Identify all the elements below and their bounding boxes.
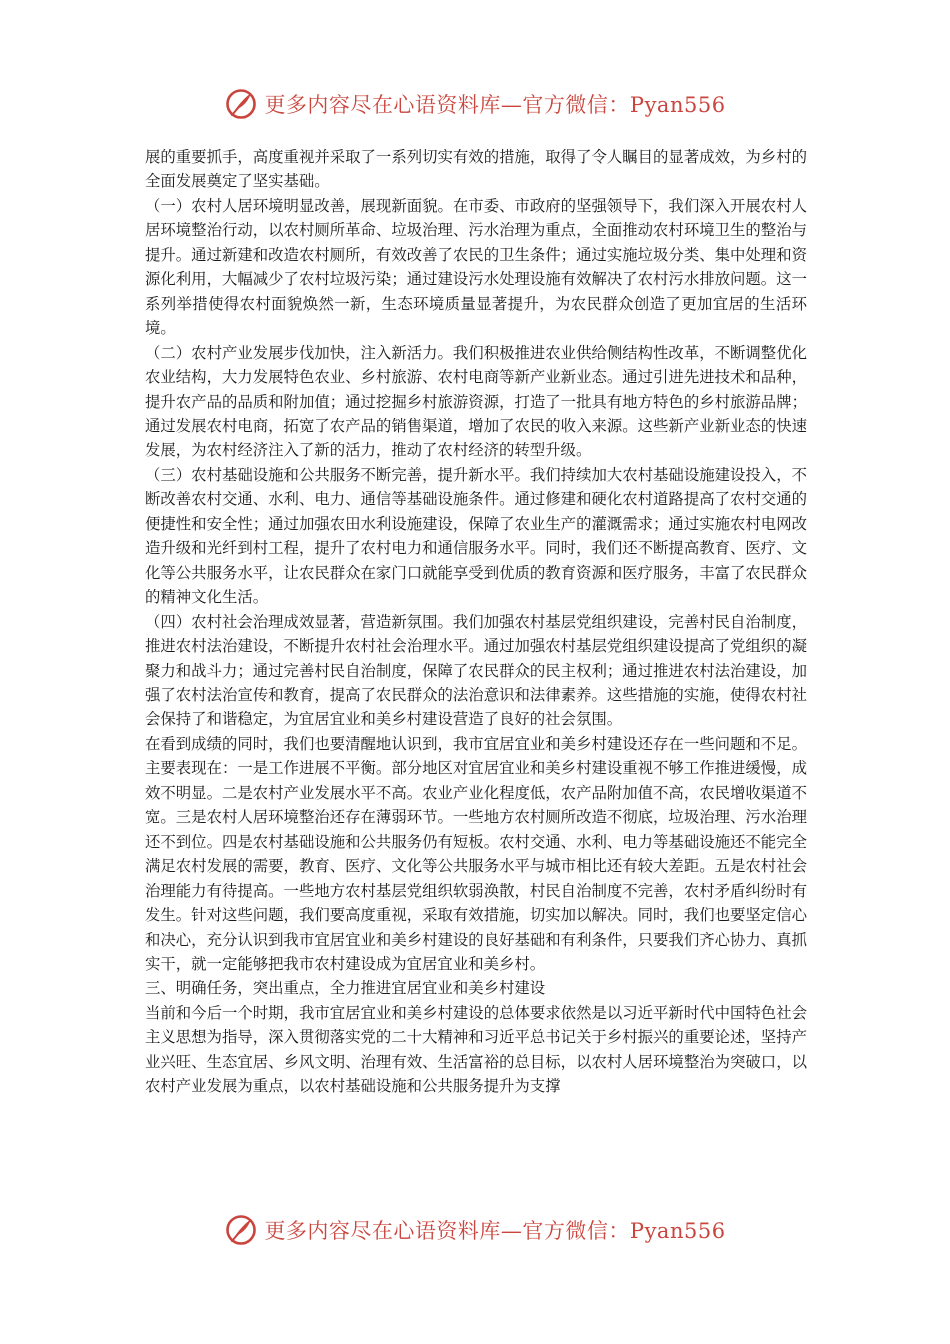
quill-logo-icon	[224, 87, 258, 121]
paragraph-intro-continuation: 展的重要抓手，高度重视并采取了一系列切实有效的措施，取得了令人瞩目的显著成效，为乡村的全面发展奠定了坚实基础。	[145, 148, 807, 191]
header-watermark-text: 更多内容尽在心语资料库—官方微信：Pyan556	[264, 93, 726, 117]
paragraph-social-governance: （四）农村社会治理成效显著，营造新氛围。我们加强农村基层党组织建设，完善村民自治制度，推进农村法治建设，不断提升农村社会治理水平。通过加强农村基层党组织建设提高了党组织的凝聚力和战斗力；通过完善村民自治制度，保障了农民群众的民主权利；通过推进农村法治建设，加强了农村法治宣传和教育，提高了农民群众的法治意识和法律素养。这些措施的实施，使得农村社会保持了和谐稳定，为宜居宜业和美乡村建设营造了良好的社会氛围。	[145, 612, 807, 729]
footer-watermark	[0, 1210, 950, 1250]
paragraph-industry-development: （二）农村产业发展步伐加快，注入新活力。我们积极推进农业供给侧结构性改革，不断调整优化农业结构，大力发展特色农业、乡村旅游、农村电商等新产业新业态。通过引进先进技术和品种，提升农产品的品质和附加值；通过挖掘乡村旅游资源，打造了一批具有地方特色的乡村旅游品牌；通过发展农村电商，拓宽了农产品的销售渠道，增加了农民的收入来源。这些新产业新业态的快速发展，为农村经济注入了新的活力，推动了农村经济的转型升级。	[145, 343, 807, 460]
section-heading-three: 三、明确任务，突出重点，全力推进宜居宜业和美乡村建设	[145, 979, 546, 998]
paragraph-general-requirements: 当前和今后一个时期，我市宜居宜业和美乡村建设的总体要求依然是以习近平新时代中国特色社会主义思想为指导，深入贯彻落实党的二十大精神和习近平总书记关于乡村振兴的重要论述，坚持产业兴旺、生态宜居、乡风文明、治理有效、生活富裕的总目标，以农村人居环境整治为突破口，以农村产业发展为重点，以农村基础设施和公共服务提升为支撑	[145, 1003, 807, 1096]
paragraph-living-environment: （一）农村人居环境明显改善，展现新面貌。在市委、市政府的坚强领导下，我们深入开展农村人居环境整治行动，以农村厕所革命、垃圾治理、污水治理为重点，全面推动农村环境卫生的整治与提升。通过新建和改造农村厕所，有效改善了农民的卫生条件；通过实施垃圾分类、集中处理和资源化利用，大幅减少了农村垃圾污染；通过建设污水处理设施有效解决了农村污水排放问题。这一系列举措使得农村面貌焕然一新，生态环境质量显著提升，为农民群众创造了更加宜居的生活环境。	[145, 196, 807, 338]
paragraph-infrastructure: （三）农村基础设施和公共服务不断完善，提升新水平。我们持续加大农村基础设施建设投入，不断改善农村交通、水利、电力、通信等基础设施条件。通过修建和硬化农村道路提高了农村交通的便捷性和安全性；通过加强农田水利设施建设，保障了农业生产的灌溉需求；通过实施农村电网改造升级和光纤到村工程，提升了农村电力和通信服务水平。同时，我们还不断提高教育、医疗、文化等公共服务水平，让农民群众在家门口就能享受到优质的教育资源和医疗服务，丰富了农民群众的精神文化生活。	[145, 465, 807, 607]
quill-logo-icon	[224, 1213, 258, 1247]
header-watermark	[0, 84, 950, 124]
footer-watermark-text: 更多内容尽在心语资料库—官方微信：Pyan556	[264, 1219, 726, 1243]
document-body	[145, 145, 807, 1099]
paragraph-problems: 在看到成绩的同时，我们也要清醒地认识到，我市宜居宜业和美乡村建设还存在一些问题和不足。主要表现在：一是工作进展不平衡。部分地区对宜居宜业和美乡村建设重视不够工作推进缓慢，成效不明显。二是农村产业发展水平不高。农业产业化程度低，农产品附加值不高，农民增收渠道不宽。三是农村人居环境整治还存在薄弱环节。一些地方农村厕所改造不彻底，垃圾治理、污水治理还不到位。四是农村基础设施和公共服务仍有短板。农村交通、水利、电力等基础设施还不能完全满足农村发展的需要，教育、医疗、文化等公共服务水平与城市相比还有较大差距。五是农村社会治理能力有待提高。一些地方农村基层党组织软弱涣散，村民自治制度不完善，农村矛盾纠纷时有发生。针对这些问题，我们要高度重视，采取有效措施，切实加以解决。同时，我们也要坚定信心和决心，充分认识到我市宜居宜业和美乡村建设的良好基础和有利条件，只要我们齐心协力、真抓实干，就一定能够把我市农村建设成为宜居宜业和美乡村。	[145, 734, 807, 973]
